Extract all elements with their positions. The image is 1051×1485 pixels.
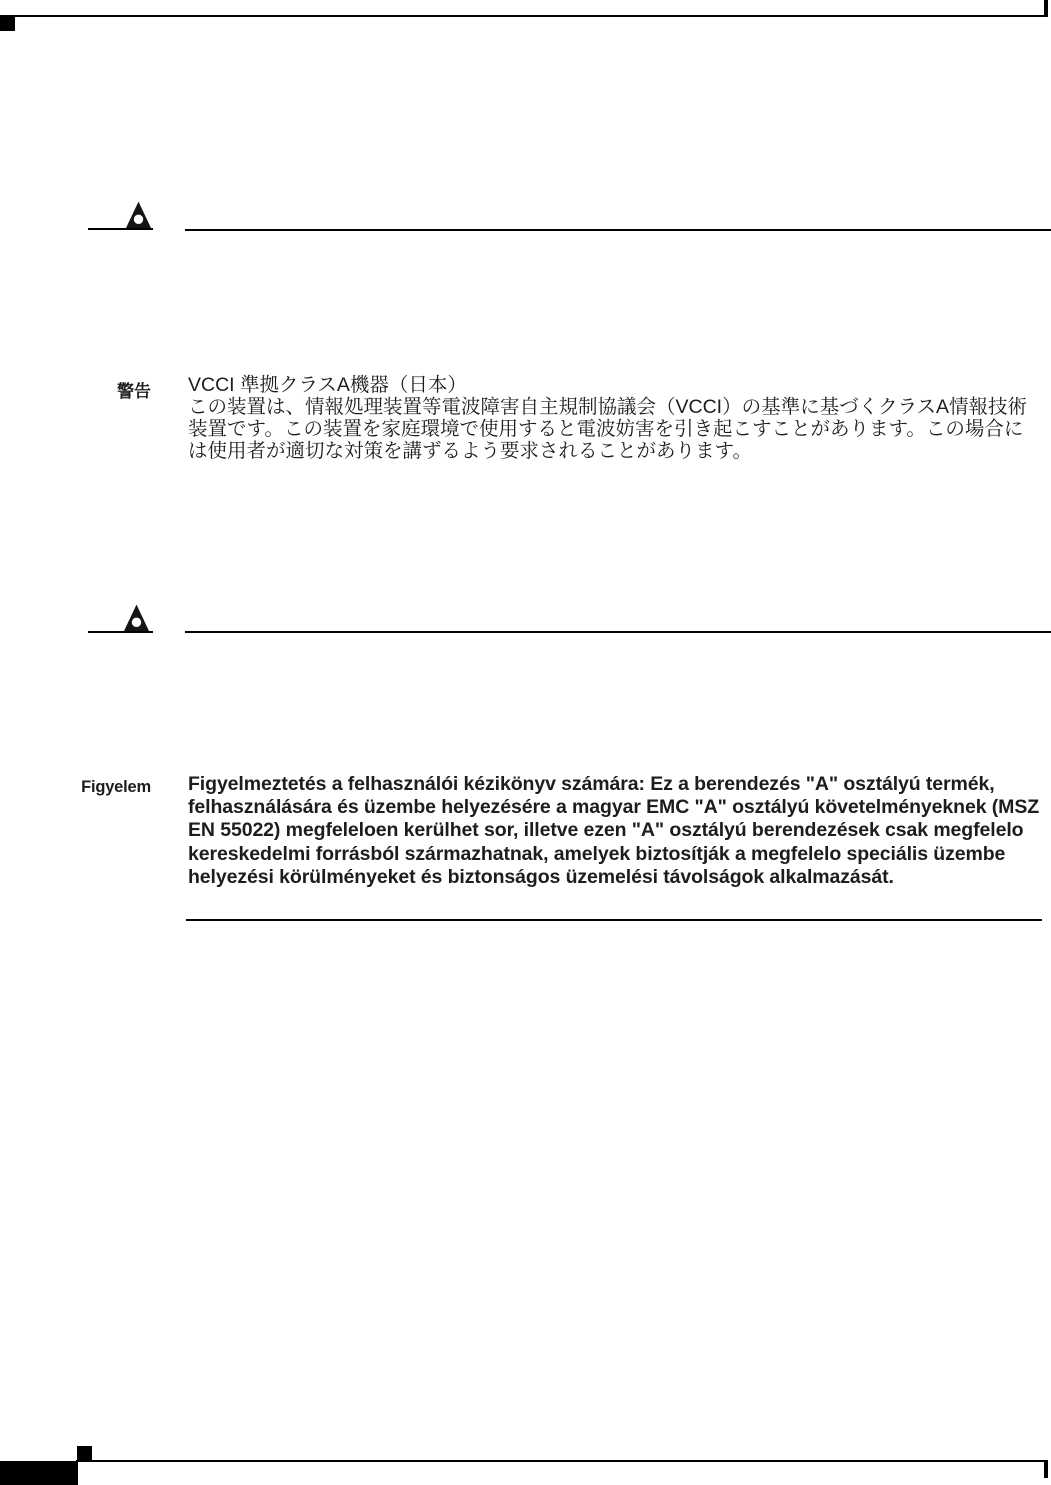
warning-triangle-icon (124, 604, 149, 631)
warning-line: felhasználására és üzembe helyezésére a magyar EMC "A" osztályú követelményeknek (MSZ (188, 796, 1040, 819)
page-top-rule (0, 15, 1048, 17)
warning-text-japanese (188, 374, 1051, 462)
warning-line: helyezési körülményeket és biztonságos üzemelési távolságok alkalmazását. (188, 865, 894, 888)
top-right-crop-tick (1044, 0, 1048, 17)
warning-closing-rule (186, 919, 1042, 921)
page-bottom-rule (76, 1460, 1048, 1462)
warning-line: kereskedelmi forrásból származhatnak, amelyek biztosítják a megfelelo speciális üzembe (188, 842, 1006, 865)
bottom-left-marker-square (77, 1446, 92, 1461)
warning-line: Figyelmeztetés a felhasználói kézikönyv számára: Ez a berendezés "A" osztályú termék, (188, 773, 995, 795)
bottom-right-crop-tick (1044, 1462, 1048, 1478)
top-left-marker-square (0, 17, 15, 31)
warning-triangle-icon (126, 201, 151, 228)
warning-line: 装置です。この装置を家庭環境で使用すると電波妨害を引き起こすことがあります。この場合に (188, 418, 1024, 440)
warning-separator-long-rule (185, 229, 1051, 231)
warning-separator-short-rule (88, 631, 153, 633)
warning-line: VCCI 準拠クラスA機器（日本） (188, 374, 467, 396)
warning-line: は使用者が適切な対策を講ずるよう要求されることがあります。 (188, 440, 752, 462)
warning-separator-short-rule (88, 228, 153, 230)
warning-label-hungarian: Figyelem (81, 778, 151, 796)
warning-separator-long-rule (185, 631, 1051, 633)
warning-label-japanese: 警告 (117, 382, 151, 401)
warning-line: EN 55022) megfeleloen kerülhet sor, illetve ezen "A" osztályú berendezések csak megfelelo (188, 819, 1024, 842)
bottom-left-footer-tab (0, 1461, 78, 1485)
warning-text-hungarian (188, 773, 1051, 889)
warning-line: この装置は、情報処理装置等電波障害自主規制協議会（VCCI）の基準に基づくクラスA情報技術 (188, 396, 1028, 418)
